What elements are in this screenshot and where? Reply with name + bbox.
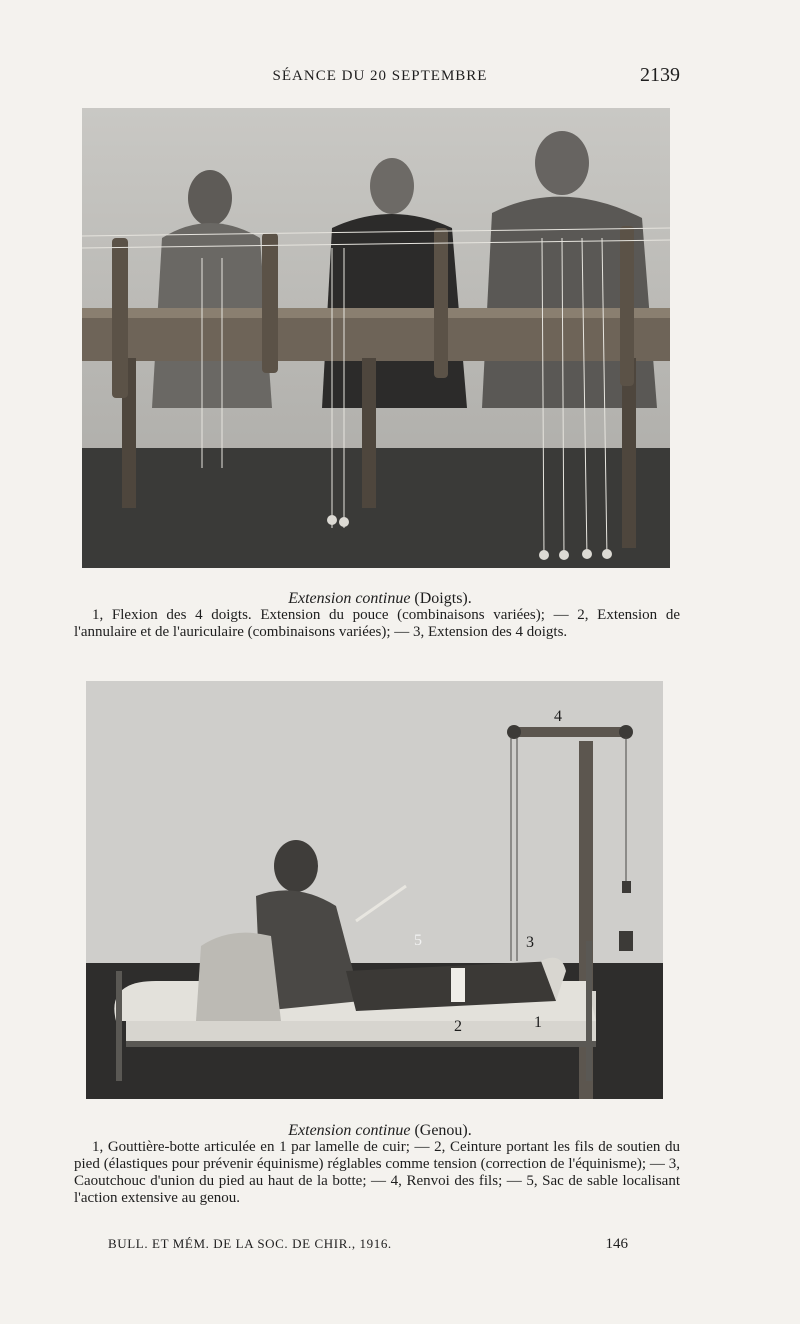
figure2-caption-body: 1, Gouttière-botte articulée en 1 par lamelle de cuir; — 2, Ceinture portant les fils de soutien du pied (élastiques pour prévenir équinisme) réglables comme tension (correction de l'équinisme); — 3, Caoutchouc d'union du pied au haut de la botte; — 4, Renvoi des fils; — 5, Sac de sable localisant l'action extensive au genou. (74, 1139, 680, 1206)
photo-label-1: 1 (534, 1014, 542, 1031)
page-number: 2139 (640, 64, 680, 86)
photo-label-5: 5 (414, 932, 422, 949)
photo-finger-extension-apparatus (82, 108, 670, 568)
running-title: SÉANCE DU 20 SEPTEMBRE (272, 68, 488, 84)
page-footer (108, 1236, 628, 1256)
photo-label-2: 2 (454, 1018, 462, 1035)
footer-journal: BULL. ET MÉM. DE LA SOC. DE CHIR., 1916. (108, 1236, 392, 1251)
figure1-caption-title (80, 590, 680, 608)
figure2-caption-italic: Extension continue (288, 1122, 411, 1139)
figure1-caption-body: 1, Flexion des 4 doigts. Extension du pouce (combinaisons variées); — 2, Extension de l'annulaire et de l'auriculaire (combinaisons variées); — 3, Extension des 4 doigts. (74, 607, 680, 640)
photo-label-4: 4 (554, 708, 562, 725)
photo-label-3: 3 (526, 934, 534, 951)
photo-knee-extension (86, 681, 663, 1099)
figure1-caption-plain: (Doigts). (414, 590, 472, 607)
running-head (80, 62, 680, 90)
figure2-caption-plain: (Genou). (414, 1122, 472, 1139)
figure2-caption-title (80, 1122, 680, 1140)
footer-signature: 146 (605, 1236, 628, 1252)
figure1-caption-italic: Extension continue (288, 590, 411, 607)
